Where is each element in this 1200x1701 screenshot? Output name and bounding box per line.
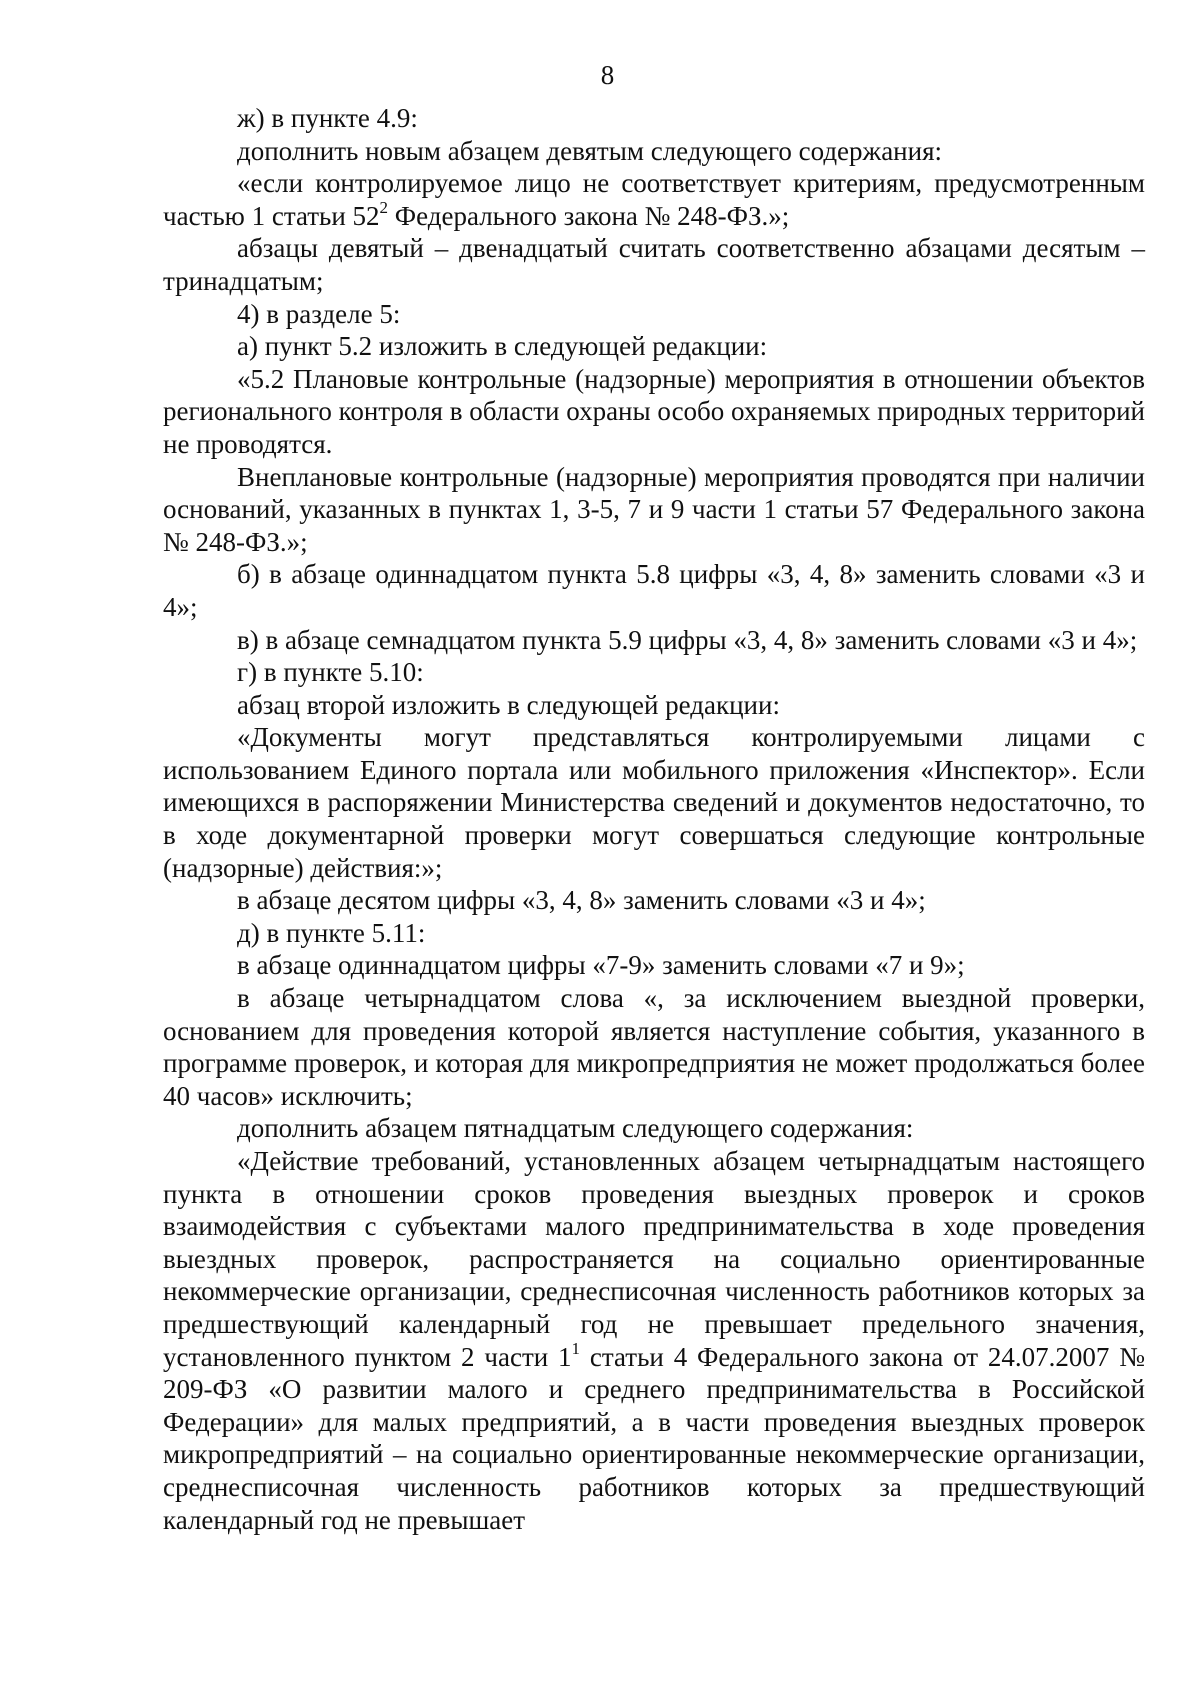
paragraph: д) в пункте 5.11: bbox=[237, 917, 426, 948]
paragraph-text: «если контролируемое лицо не соответствует критериям, предусмотренным частью 1 статьи 52 bbox=[163, 168, 1145, 231]
paragraph: ж) в пункте 4.9: bbox=[237, 103, 418, 133]
paragraph: б) в абзаце одиннадцатом пункта 5.8 цифры «3, 4, 8» заменить словами «3 и 4»; bbox=[163, 559, 1145, 622]
paragraph: 4) в разделе 5: bbox=[237, 298, 401, 329]
superscript: 2 bbox=[379, 197, 389, 217]
paragraph: г) в пункте 5.10: bbox=[237, 657, 424, 688]
paragraph-text: Федерального закона № 248-ФЗ.»; bbox=[388, 200, 790, 231]
paragraph bbox=[163, 167, 1145, 232]
paragraph-text: статьи 4 Федерального закона от 24.07.2007 № 209-ФЗ «О развитии малого и среднего предпринимательства в Российской Федерации» для малых предприятий, а в части проведения выездных проверок микропредприятий – на социально ориентированные некоммерческие организации, среднесписочная численность работников которых за предшествующий календарный год не превышает bbox=[163, 1341, 1145, 1535]
paragraph: в абзаце десятом цифры «3, 4, 8» заменить словами «3 и 4»; bbox=[237, 885, 926, 916]
page-number: 8 bbox=[600, 60, 615, 90]
paragraph: дополнить абзацем пятнадцатым следующего содержания: bbox=[237, 1113, 914, 1144]
paragraph: Внеплановые контрольные (надзорные) мероприятия проводятся при наличии оснований, указанных в пунктах 1, 3-5, 7 и 9 части 1 статьи 57 Федерального закона № 248-ФЗ.»; bbox=[163, 461, 1145, 557]
paragraph: а) пункт 5.2 изложить в следующей редакции: bbox=[237, 331, 768, 362]
paragraph-text: «Действие требований, установленных абзацем четырнадцатым настоящего пункта в отношении сроков проведения выездных проверок и сроков взаимодействия с субъектами малого предпринимательства в ходе проведения выездных проверок, распространяется на социально ориентированные некоммерческие организации, среднесписочная численность работников которых за предшествующий календарный год не превышает предельного значения, установленного пунктом 2 части 1 bbox=[163, 1146, 1145, 1372]
paragraph: «Документы могут представляться контролируемыми лицами с использованием Единого портала или мобильного приложения «Инспектор». Если имеющихся в распоряжении Министерства сведений и документов недостаточно, то в ходе документарной проверки могут совершаться следующие контрольные (надзорные) действия:»; bbox=[163, 722, 1145, 883]
paragraph: дополнить новым абзацем девятым следующего содержания: bbox=[237, 135, 942, 166]
paragraph: «5.2 Плановые контрольные (надзорные) мероприятия в отношении объектов регионального контроля в области охраны особо охраняемых природных территорий не проводятся. bbox=[163, 363, 1145, 459]
paragraph bbox=[163, 1145, 1145, 1536]
paragraph: абзацы девятый – двенадцатый считать соответственно абзацами десятым – тринадцатым; bbox=[163, 233, 1145, 296]
paragraph: абзац второй изложить в следующей редакции: bbox=[237, 689, 780, 720]
paragraph: в) в абзаце семнадцатом пункта 5.9 цифры «3, 4, 8» заменить словами «3 и 4»; bbox=[237, 624, 1138, 655]
paragraph: в абзаце одиннадцатом цифры «7-9» заменить словами «7 и 9»; bbox=[237, 950, 965, 981]
document-body bbox=[163, 102, 1145, 1536]
paragraph: в абзаце четырнадцатом слова «, за исключением выездной проверки, основанием для проведения которой является наступление события, указанного в программе проверок, и которая для микропредприятия не может продолжаться более 40 часов» исключить; bbox=[163, 983, 1145, 1111]
superscript: 1 bbox=[571, 1338, 581, 1358]
